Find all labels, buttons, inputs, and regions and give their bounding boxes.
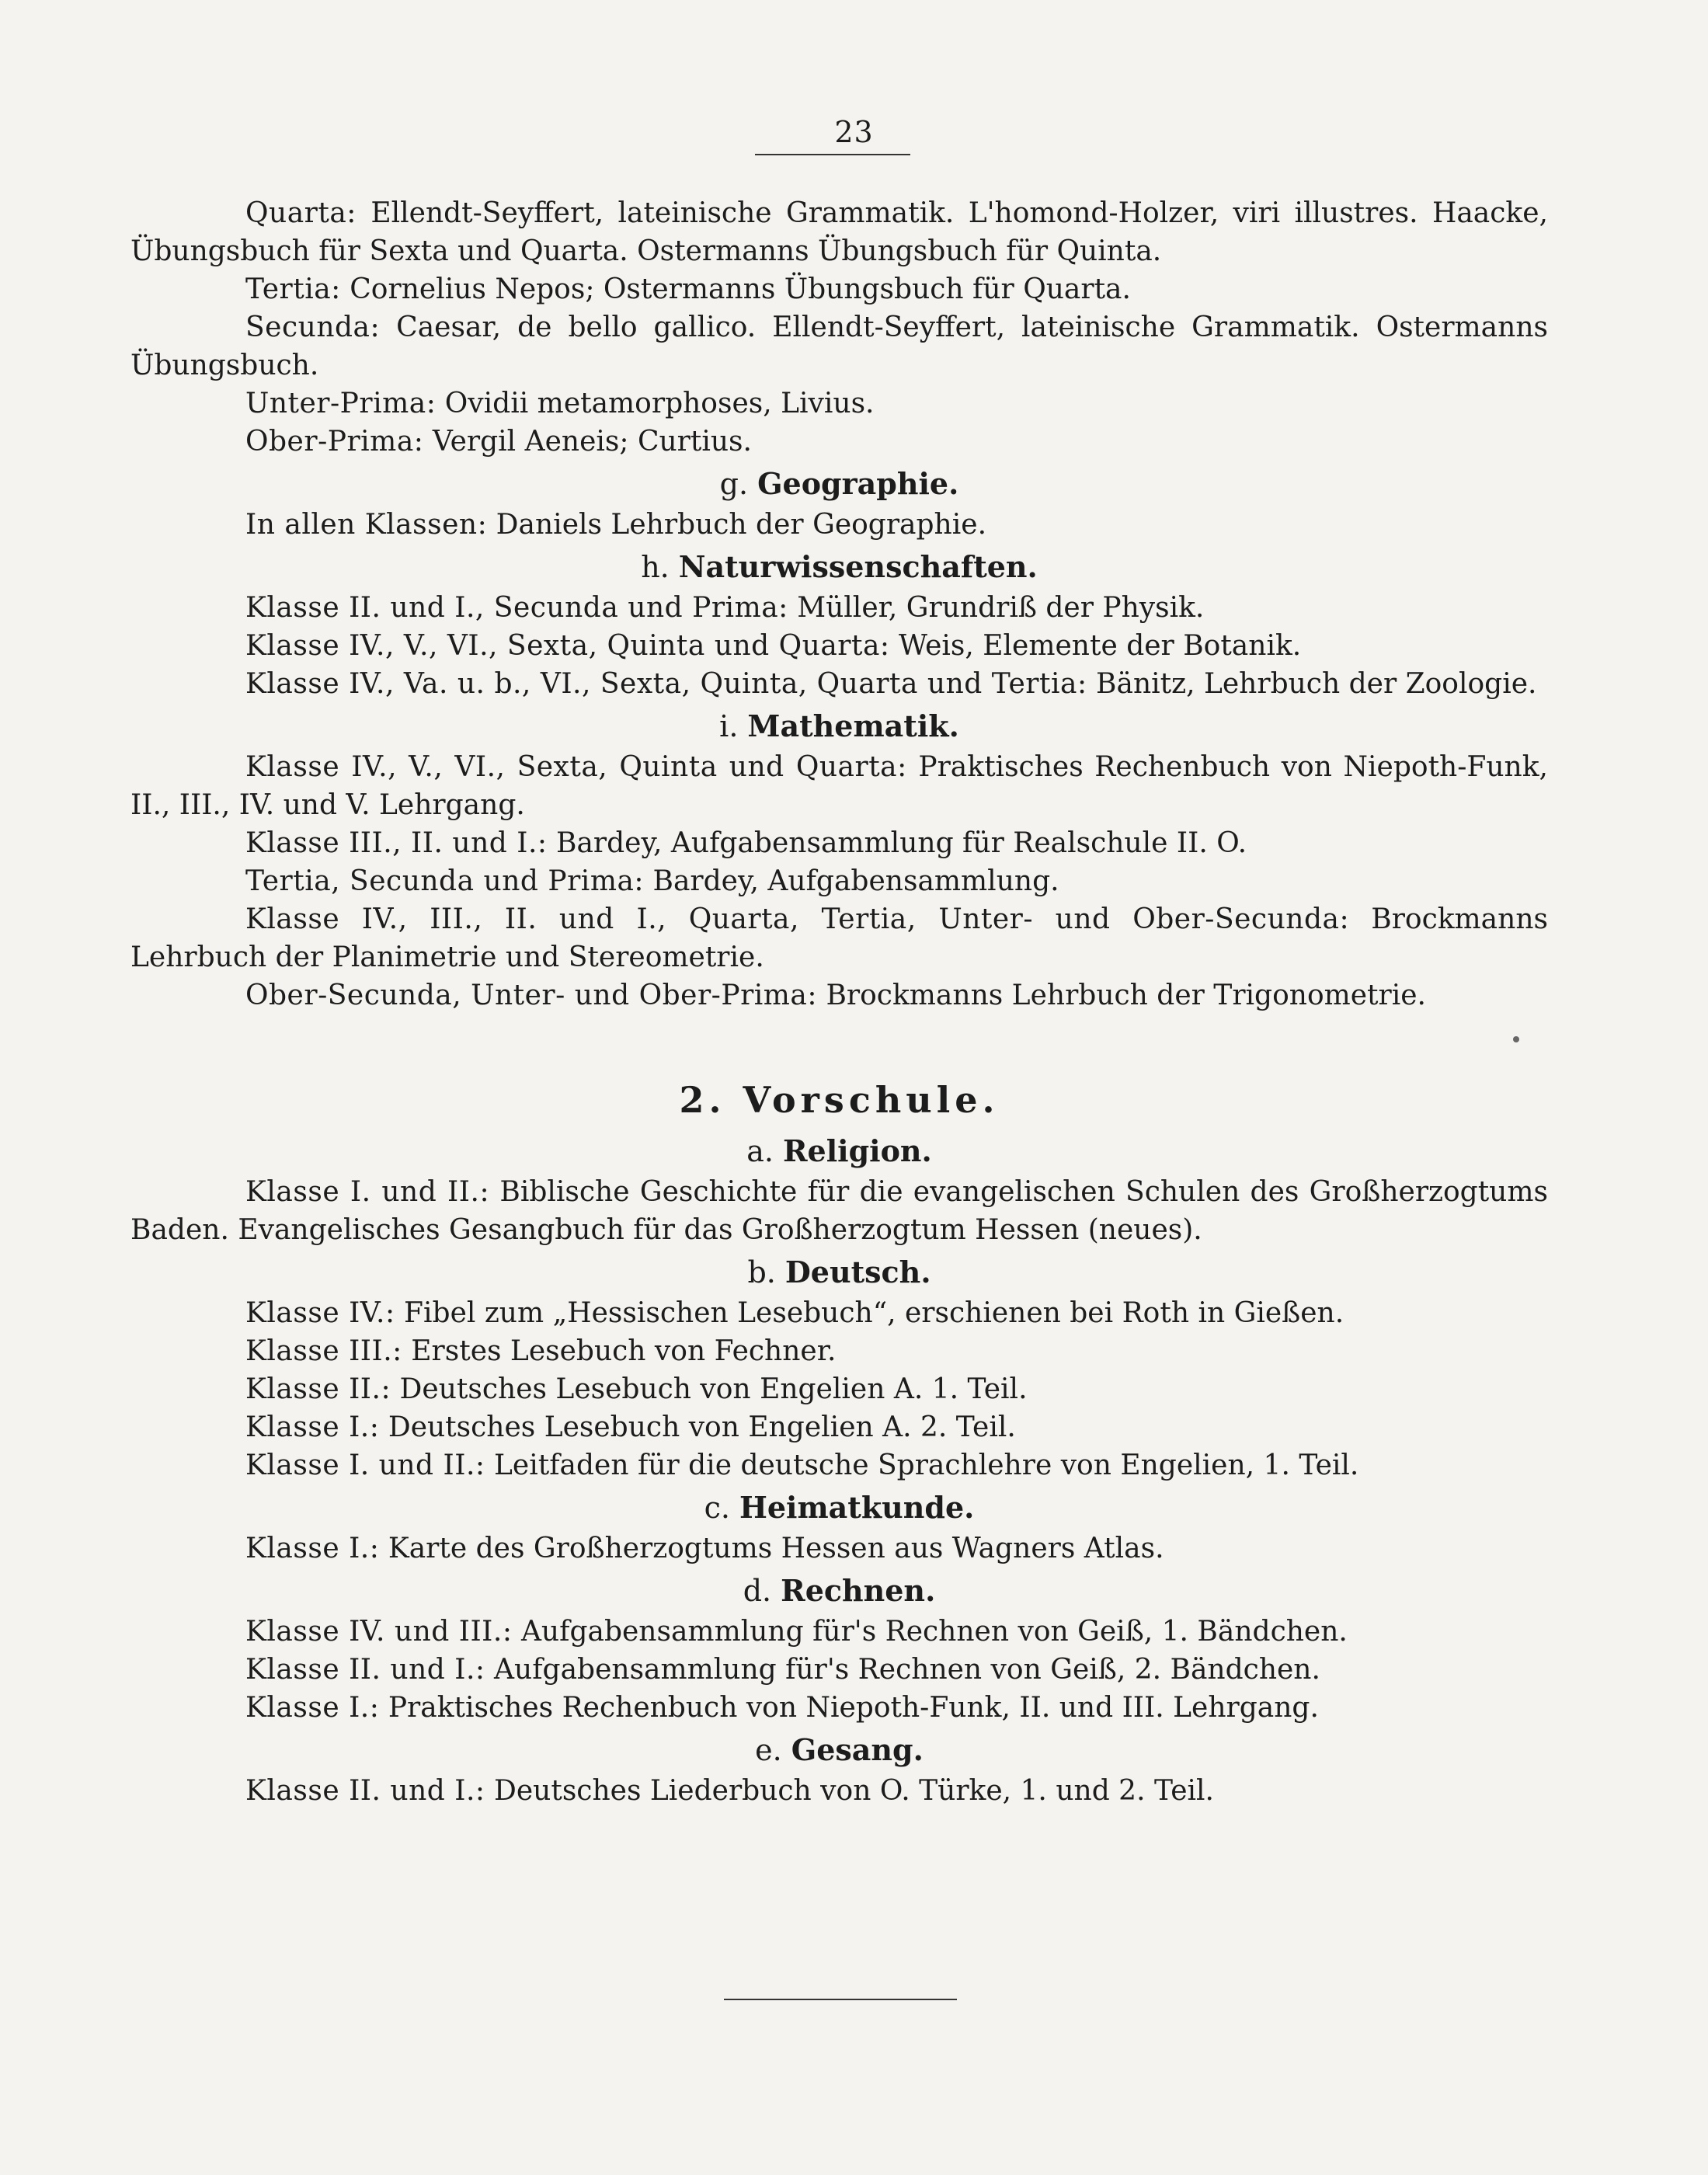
subsection-heading-rechnen: d. Rechnen.	[743, 1573, 936, 1608]
entry-liederbuch: Klasse II. und I.: Deutsches Liederbuch von O. Türke, 1. und 2. Teil.	[245, 1775, 1214, 1807]
header-rule	[755, 154, 910, 155]
entry-rechenbuch-vorschule: Klasse I.: Praktisches Rechenbuch von Niepoth-Funk, II. und III. Lehrgang.	[245, 1692, 1319, 1724]
ink-spot	[1513, 1036, 1519, 1042]
entry-rechenbuch: Klasse IV., V., VI., Sexta, Quinta und Quarta: Praktisches Rechenbuch von Niepoth-Funk, II., III., IV. und V. Lehrgang.	[130, 751, 1548, 821]
entry-rechnen-baendchen-2: Klasse II. und I.: Aufgabensammlung für's Rechnen von Geiß, 2. Bändchen.	[245, 1654, 1320, 1686]
entry-secunda-latin: Secunda: Caesar, de bello gallico. Ellendt-Seyffert, lateinische Grammatik. Ostermanns Übungsbuch.	[130, 311, 1548, 381]
entry-lesebuch-teil-1: Klasse II.: Deutsches Lesebuch von Engelien A. 1. Teil.	[245, 1373, 1028, 1405]
entry-sprachlehre: Klasse I. und II.: Leitfaden für die deutsche Sprachlehre von Engelien, 1. Teil.	[245, 1449, 1359, 1481]
entry-ober-prima-latin: Ober-Prima: Vergil Aeneis; Curtius.	[245, 426, 752, 458]
footer-rule	[724, 1999, 957, 2000]
entry-botanik: Klasse IV., V., VI., Sexta, Quinta und Quarta: Weis, Elemente der Botanik.	[245, 630, 1302, 662]
entry-zoologie: Klasse IV., Va. u. b., VI., Sexta, Quinta, Quarta und Tertia: Bänitz, Lehrbuch der Zoologie.	[245, 668, 1537, 700]
entry-geographie: In allen Klassen: Daniels Lehrbuch der Geographie.	[245, 509, 987, 541]
subsection-heading-naturwissenschaften: h. Naturwissenschaften.	[641, 549, 1038, 584]
entry-fibel: Klasse IV.: Fibel zum „Hessischen Lesebuch“, erschienen bei Roth in Gießen.	[245, 1297, 1344, 1329]
subsection-heading-gesang: e. Gesang.	[755, 1732, 924, 1767]
page-number: 23	[834, 115, 874, 149]
entry-karte: Klasse I.: Karte des Großherzogtums Hessen aus Wagners Atlas.	[245, 1533, 1164, 1564]
entry-physik: Klasse II. und I., Secunda und Prima: Müller, Grundriß der Physik.	[245, 592, 1205, 624]
entry-unter-prima-latin: Unter-Prima: Ovidii metamorphoses, Livius.	[245, 388, 875, 419]
entry-trigonometrie: Ober-Secunda, Unter- und Ober-Prima: Brockmanns Lehrbuch der Trigonometrie.	[245, 980, 1426, 1011]
subsection-heading-religion: a. Religion.	[746, 1133, 932, 1168]
entry-tertia-latin: Tertia: Cornelius Nepos; Ostermanns Übungsbuch für Quarta.	[245, 273, 1131, 305]
entry-erstes-lesebuch: Klasse III.: Erstes Lesebuch von Fechner.	[245, 1335, 837, 1367]
entry-bardey: Tertia, Secunda und Prima: Bardey, Aufgabensammlung.	[245, 865, 1059, 897]
subsection-heading-deutsch: b. Deutsch.	[747, 1255, 931, 1289]
entry-lesebuch-teil-2: Klasse I.: Deutsches Lesebuch von Engelien A. 2. Teil.	[245, 1411, 1016, 1443]
entry-planimetrie: Klasse IV., III., II. und I., Quarta, Tertia, Unter- und Ober-Secunda: Brockmanns Lehrbuch der Planimetrie und Stereometrie.	[130, 903, 1548, 973]
entry-religion: Klasse I. und II.: Biblische Geschichte für die evangelischen Schulen des Großherzogtums Baden. Evangelisches Gesangbuch für das Großherzogtum Hessen (neues).	[130, 1176, 1548, 1246]
page-body	[130, 194, 1548, 1810]
entry-bardey-realschule: Klasse III., II. und I.: Bardey, Aufgabensammlung für Realschule II. O.	[245, 827, 1247, 859]
entry-quarta-latin: Quarta: Ellendt-Seyffert, lateinische Grammatik. L'homond-Holzer, viri illustres. Haacke, Übungsbuch für Sexta und Quarta. Ostermanns Übungsbuch für Quinta.	[130, 197, 1548, 267]
subsection-heading-mathematik: i. Mathematik.	[719, 708, 959, 743]
entry-rechnen-baendchen-1: Klasse IV. und III.: Aufgabensammlung für's Rechnen von Geiß, 1. Bändchen.	[245, 1616, 1348, 1648]
section-heading-vorschule: 2. Vorschule.	[679, 1079, 1000, 1121]
subsection-heading-heimatkunde: c. Heimatkunde.	[704, 1490, 975, 1525]
subsection-heading-geographie: g. Geographie.	[719, 466, 959, 501]
